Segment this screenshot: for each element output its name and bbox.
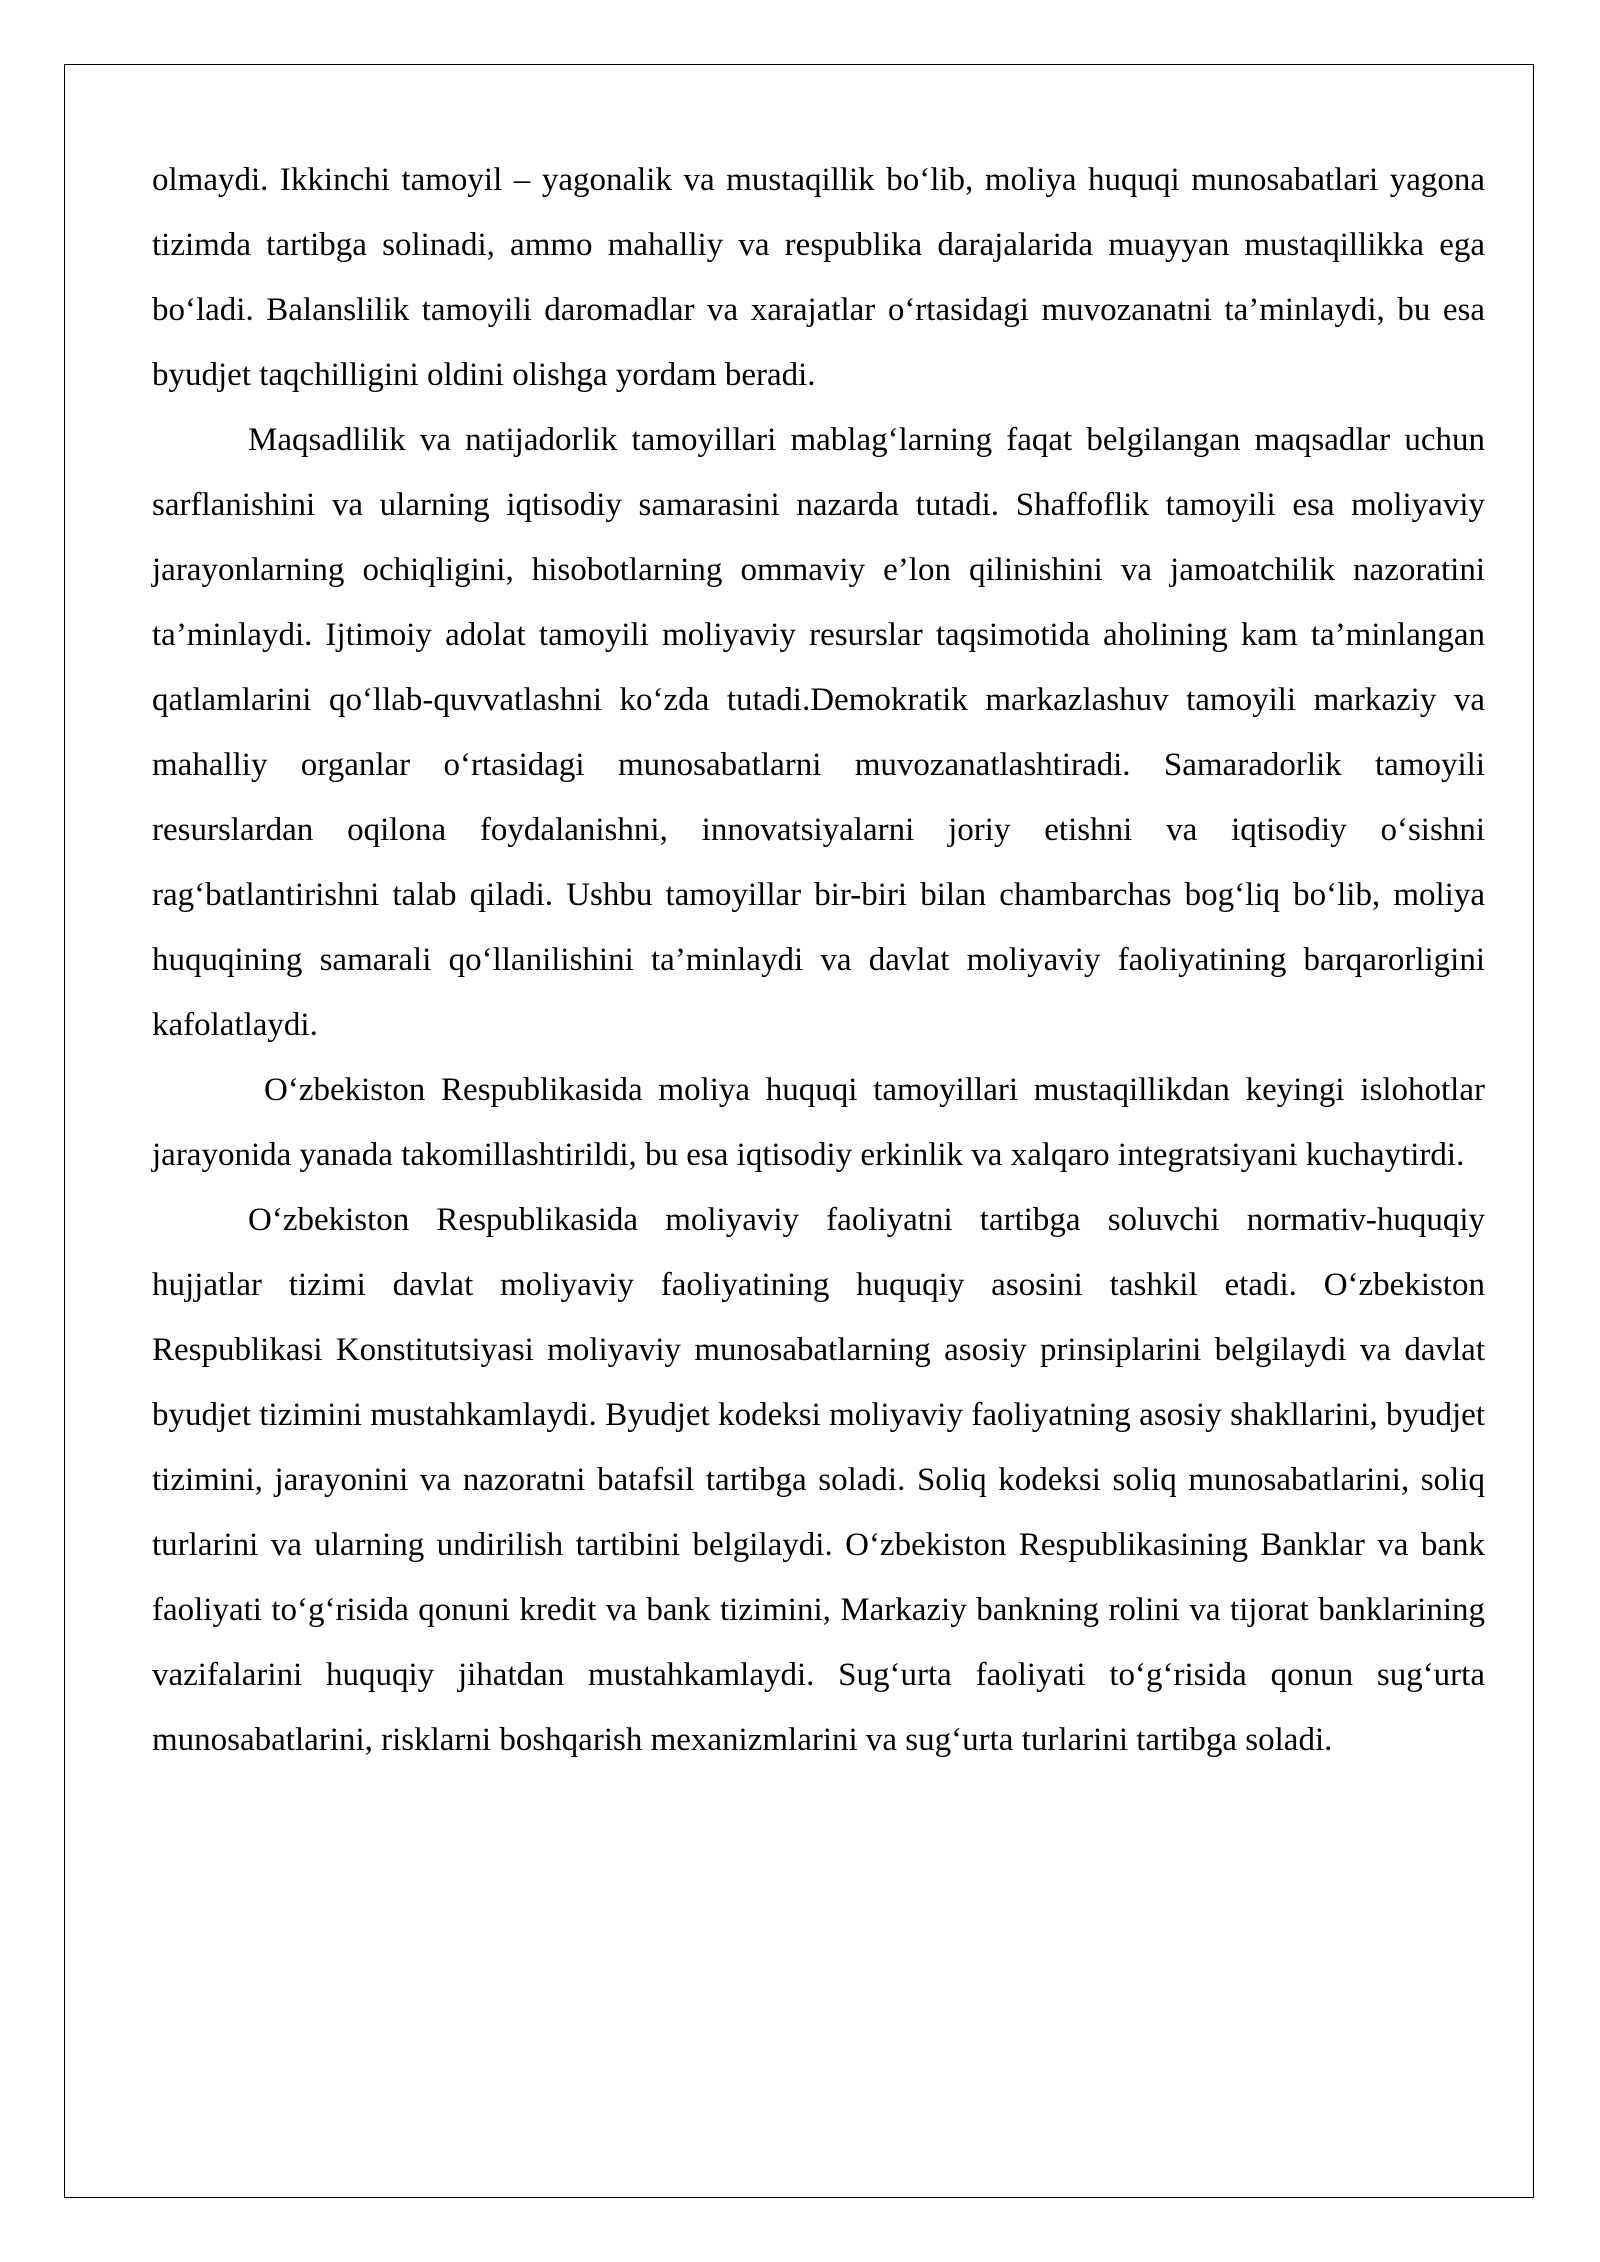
paragraph-continuation: olmaydi. Ikkinchi tamoyil – yagonalik va mustaqillik bo‘lib, moliya huquqi munosabatlari yagona tizimda tartibga solinadi, ammo mahalliy va respublika darajalarida muayyan mustaqillikka ega bo‘ladi. Balanslilik tamoyili daromadlar va xarajatlar o‘rtasidagi muvozanatni ta’minlaydi, bu esa byudjet taqchilligini oldini olishga yordam beradi. [152,162,1485,393]
paragraph-legal-acts: O‘zbekiston Respublikasida moliyaviy faoliyatni tartibga soluvchi normativ-huquqiy hujjatlar tizimi davlat moliyaviy faoliyatining huquqiy asosini tashkil etadi. O‘zbekiston Respublikasi Konstitutsiyasi moliyaviy munosabatlarning asosiy prinsiplarini belgilaydi va davlat byudjet tizimini mustahkamlaydi. Byudjet kodeksi moliyaviy faoliyatning asosiy shakllarini, byudjet tizimini, jarayonini va nazoratni batafsil tartibga soladi. Soliq kodeksi soliq munosabatlarini, soliq turlarini va ularning undirilish tartibini belgilaydi. O‘zbekiston Respublikasining Banklar va bank faoliyati to‘g‘risida qonuni kredit va bank tizimini, Markaziy bankning rolini va tijorat banklarining vazifalarini huquqiy jihatdan mustahkamlaydi. Sug‘urta faoliyati to‘g‘risida qonun sug‘urta munosabatlarini, risklarni boshqarish mexanizmlarini va sug‘urta turlarini tartibga soladi. [152,1202,1485,1758]
paragraph-principles: Maqsadlilik va natijadorlik tamoyillari mablag‘larning faqat belgilangan maqsadlar uchun sarflanishini va ularning iqtisodiy samarasini nazarda tutadi. Shaffoflik tamoyili esa moliyaviy jarayonlarning ochiqligini, hisobotlarning ommaviy e’lon qilinishini va jamoatchilik nazoratini ta’minlaydi. Ijtimoiy adolat tamoyili moliyaviy resurslar taqsimotida aholining kam ta’minlangan qatlamlarini qo‘llab-quvvatlashni ko‘zda tutadi.Demokratik markazlashuv tamoyili markaziy va mahalliy organlar o‘rtasidagi munosabatlarni muvozanatlashtiradi. Samaradorlik tamoyili resurslardan oqilona foydalanishni, innovatsiyalarni joriy etishni va iqtisodiy o‘sishni rag‘batlantirishni talab qiladi. Ushbu tamoyillar bir-biri bilan chambarchas bog‘liq bo‘lib, moliya huquqining samarali qo‘llanilishini ta’minlaydi va davlat moliyaviy faoliyatining barqarorligini kafolatlaydi. [152,422,1485,1043]
paragraph-reforms: O‘zbekiston Respublikasida moliya huquqi tamoyillari mustaqillikdan keyingi islohotlar jarayonida yanada takomillashtirildi, bu esa iqtisodiy erkinlik va xalqaro integratsiyani kuchaytirdi. [152,1072,1485,1173]
document-body [152,148,1485,1773]
